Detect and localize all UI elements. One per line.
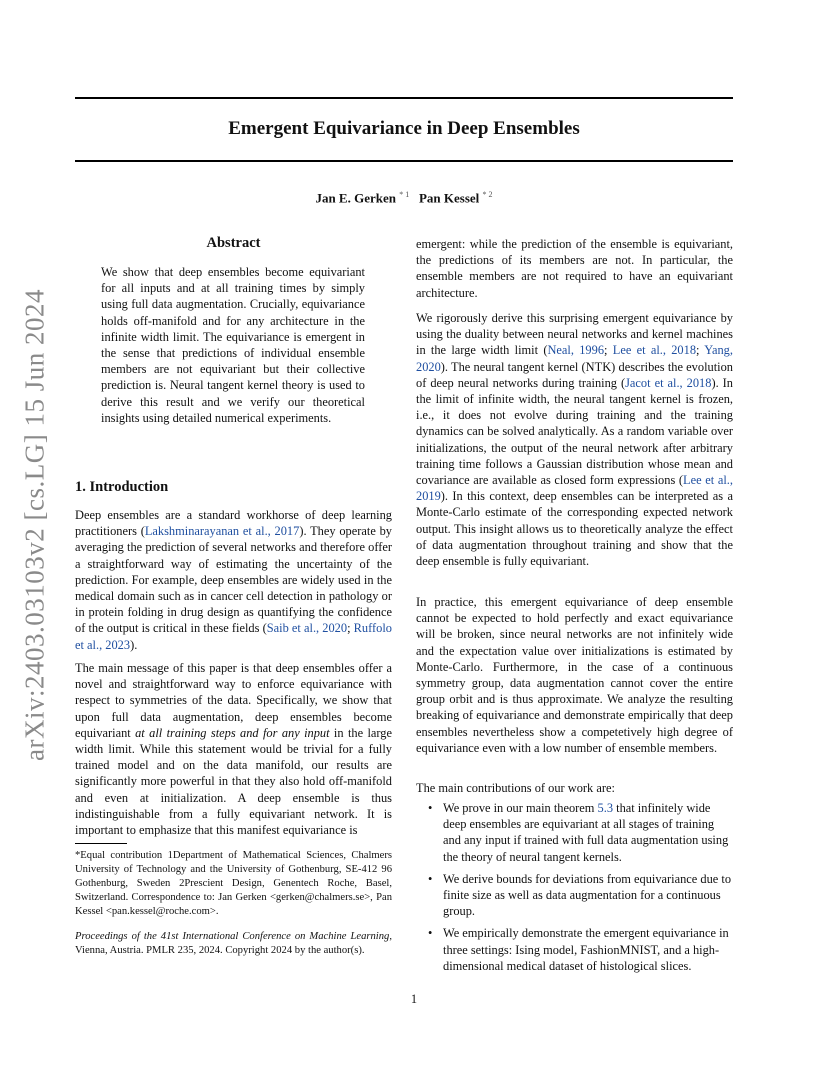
author-2-name: Pan Kessel (418, 190, 480, 206)
bullet-icon: • (428, 871, 433, 886)
bullet-icon: • (428, 926, 433, 941)
footnote: *Equal contribution 1Department of Mathematical Sciences, Chalmers University of Technology and the University of Gothenburg, SE-412 96 Gothenburg, Sweden 2Prescient Design, Genentech Roche, Basel, Switzerland. Correspondence to: Jan Gerken <gerken@chalmers.se>, Pan Kessel <pan.kessel@roche.com>. (75, 850, 392, 917)
citation-link[interactable]: Neal, 1996 (547, 343, 605, 358)
list-item (416, 871, 733, 920)
author-2-marks: * 2 (482, 190, 493, 199)
footnote-rule (75, 843, 127, 844)
right-paragraph-3: In practice, this emergent equivariance of deep ensemble cannot be expected to hold perfectly and exact equivariance will be broken, since neural networks are not infinitely wide and the expectation value over initializations is estimated by Monte-Carlo. Furthermore, in the case of a continuous symmetry group, data augmentation cannot cover the entire group orbit and is thus approximate. We analyze the resulting breaking of equivariance and demonstrate empirically that deep ensembles nevertheless show a competetively high degree of equivariance even with a low number of ensemble members. (416, 595, 733, 755)
list-item (416, 800, 733, 865)
text-run: ). The neural tangent kernel (NTK) describes the evolution of deep neural networks during training ( (416, 359, 733, 390)
citation-link[interactable]: Saib et al., 2020 (266, 621, 348, 636)
text-run: Deep ensembles are a standard workhorse of deep learning practitioners ( (75, 508, 392, 539)
abstract-body: We show that deep ensembles become equivariant for all inputs and at all training times by simply using full data augmentation. Crucially, equivariance holds off-manifold and for any architecture in the infinite width limit. The equivariance is emergent in the sense that predictions of individual ensemble members are not equivariant but their collective prediction is. Neural tangent kernel theory is used to derive this result and we verify our theoretical insights using detailed numerical experiments. (101, 265, 365, 425)
text-run: that infinitely wide deep ensembles are equivariant at all stages of training and any input if trained with full data augmentation using the theory of neural tangent kernels. (443, 801, 729, 864)
text-run: We derive bounds for deviations from equivariance due to finite size as well as data augmentation for a continuous group. (443, 871, 732, 919)
citation-link[interactable]: Yang, 2020 (416, 343, 733, 374)
intro-paragraph-2 (75, 660, 392, 838)
theorem-ref-link[interactable]: 5.3 (597, 801, 614, 815)
emphasis-text: at all training steps and for any input (135, 725, 330, 740)
text-run: ). (130, 637, 138, 652)
page-number: 1 (410, 992, 418, 1006)
text-run: We empirically demonstrate the emergent equivariance in three settings: Ising model, FashionMNIST, and a high-dimensional medical dataset of histological slices. (443, 926, 729, 973)
author-list (75, 190, 733, 206)
arxiv-stamp: arXiv:2403.03103v2 [cs.LG] 15 Jun 2024 (19, 289, 50, 761)
citation-link[interactable]: Ruffolo et al., 2023 (75, 621, 392, 652)
abstract-heading: Abstract (206, 235, 261, 251)
text-run: We prove in our main theorem (443, 801, 598, 815)
text-run: We rigorously derive this surprising emergent equivariance by using the duality between neural networks and kernel machines in the large width limit ( (416, 311, 733, 358)
text-run: ). In the limit of infinite width, the neural tangent kernel is frozen, i.e., it does not evolve during training and the training dynamics can be solved analytically. As a random variable over initializations, the output of the neural network after arbitrary training time follows a Gaussian distribution whose mean and covariance are available as closed form expressions ( (416, 375, 733, 488)
right-paragraph-2: We rigorously derive this surprising emergent equivariance by using the duality between neural networks and kernel machines in the large width limit (Neal, 1996; Lee et al., 2018; Yang, 2020). The neural tangent kernel (NTK) describes the evolution of deep neural networks during training (Jacot et al., 2018). In the limit of infinite width, the neural tangent kernel is frozen, i.e., it does not evolve during training and the training dynamics can be solved analytically. As a random variable over initializations, the output of the neural network after arbitrary training time follows a Gaussian distribution whose mean and covariance are available as closed form expressions (Lee et al., 2019). In this context, deep ensembles can be interpreted as a Monte-Carlo estimate of the corresponding expected network output. This insight allows us to theoretically analyze the effect of data augmentation throughout training and show that the deep ensemble is fully equivariant. (416, 311, 733, 569)
intro-paragraph-1 (75, 507, 392, 653)
text-run: ). They operate by averaging the prediction of several networks and therefore offer a straightforward way of estimating the uncertainty of the prediction. For example, deep ensembles are widely used in the medical domain such as in cancer cell detection in pathology or in protein folding in drug design as quantifying the confidence of the output is critical in these fields ( (75, 524, 392, 636)
citation-link[interactable]: Lakshminarayanan et al., 2017 (144, 524, 300, 539)
right-paragraph-1: emergent: while the prediction of the ensemble is equivariant, the predictions of its members are not. In particular, the ensemble members are not required to have an equivariant architecture. (416, 237, 733, 300)
author-1-name: Jan E. Gerken (315, 190, 396, 206)
bullet-icon: • (428, 801, 433, 815)
proceedings-rest: , Vienna, Austria. PMLR 235, 2024. Copyright 2024 by the author(s). (75, 931, 392, 956)
text-run: The main message of this paper is that deep ensembles offer a novel and straightforward way to enforce equivariance with respect to symmetries of the data. Specifically, we show that upon full data augmentation, deep ensembles become equivariant (75, 661, 392, 740)
contributions-list (416, 800, 733, 980)
proceedings-venue: Proceedings of the 41st International Conference on Machine Learning (75, 931, 390, 942)
citation-link[interactable]: Lee et al., 2019 (416, 473, 733, 504)
text-run: ). In this context, deep ensembles can be interpreted as a Monte-Carlo estimate of the corresponding expected network output. This insight allows us to theoretically analyze the effect of data augmentation throughout training and show that the deep ensemble is fully equivariant. (416, 489, 733, 569)
text-run: in the large width limit. While this statement would be trivial for a fully trained model and on the data manifold, our results are significantly more powerful in that they also hold off-manifold and even at initialization. A deep ensemble is thus indistinguishable from a fully equivariant network. It is important to emphasize that this manifest equivariance is (75, 725, 392, 838)
author-1-marks: * 1 (399, 190, 410, 199)
title-rule-bottom (75, 160, 733, 162)
citation-link[interactable]: Jacot et al., 2018 (625, 375, 712, 390)
proceedings-note (75, 930, 392, 958)
citation-link[interactable]: Lee et al., 2018 (612, 343, 697, 358)
contributions-intro: The main contributions of our work are: (416, 781, 615, 795)
title-rule-top (75, 97, 733, 99)
text-run: ; (347, 621, 354, 636)
paper-title: Emergent Equivariance in Deep Ensembles (228, 118, 580, 139)
section-heading-introduction: 1. Introduction (75, 479, 169, 495)
list-item (416, 925, 733, 974)
